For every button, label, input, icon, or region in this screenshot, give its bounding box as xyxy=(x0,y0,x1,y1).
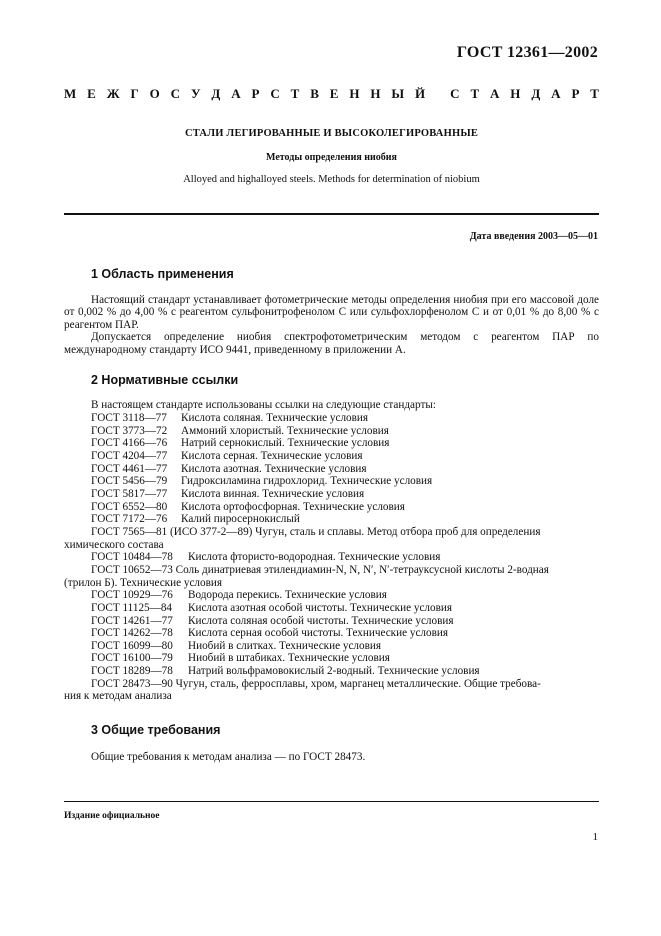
footer-divider xyxy=(64,801,599,802)
document-number: ГОСТ 12361—2002 xyxy=(456,44,598,61)
reference-code: ГОСТ 18289—78 xyxy=(91,665,173,678)
banner-letter: Р xyxy=(251,86,260,101)
reference-code: ГОСТ 11125—84 xyxy=(91,601,173,614)
reference-item xyxy=(64,627,599,640)
reference-item xyxy=(64,437,599,450)
references-intro: В настоящем стандарте использованы ссылки на следующие стандарты: xyxy=(91,399,436,411)
reference-item xyxy=(64,450,599,463)
banner-letter: Г xyxy=(130,86,139,101)
banner-letter: Д xyxy=(211,86,221,101)
section-3-body: Общие требования к методам анализа — по ГОСТ 28473. xyxy=(91,751,366,763)
reference-code: ГОСТ 7172—76 xyxy=(91,513,168,526)
reference-name: Гидроксиламина гидрохлорид. Технические условия xyxy=(181,475,433,488)
reference-name: Кислота серная. Технические условия xyxy=(181,449,363,462)
reference-code: ГОСТ 5817—77 xyxy=(91,487,168,500)
reference-item-wrapped-line2: ния к методам анализа xyxy=(64,690,172,703)
section-2-heading: 2 Нормативные ссылки xyxy=(91,373,239,387)
reference-item xyxy=(64,475,599,488)
banner-letter: С xyxy=(450,86,460,101)
banner-letter: Е xyxy=(329,86,339,101)
banner-letter: Ы xyxy=(391,86,405,101)
reference-name: Кислота соляная особой чистоты. Технические условия xyxy=(188,614,454,627)
banner-letter: С xyxy=(170,86,181,101)
reference-code: ГОСТ 4204—77 xyxy=(91,449,168,462)
reference-item xyxy=(64,513,599,526)
section-3-heading: 3 Общие требования xyxy=(91,723,221,737)
banner-letter: Е xyxy=(87,86,96,101)
banner-letter: М xyxy=(64,86,77,101)
reference-name: Ниобий в штабиках. Технические условия xyxy=(188,652,390,665)
banner-letter: Д xyxy=(531,86,541,101)
reference-name: Водорода перекись. Технические условия xyxy=(188,589,387,602)
reference-name: Натрий сернокислый. Технические условия xyxy=(181,437,390,450)
page-number: 1 xyxy=(592,831,598,843)
reference-code: ГОСТ 14262—78 xyxy=(91,627,173,640)
reference-name: Ниобий в слитках. Технические условия xyxy=(188,639,382,652)
reference-name: Кислота ортофосфорная. Технические условия xyxy=(181,500,405,513)
reference-item xyxy=(64,425,599,438)
reference-code: ГОСТ 14261—77 xyxy=(91,614,173,627)
reference-name: Кислота винная. Технические условия xyxy=(181,487,365,500)
reference-name: Натрий вольфрамовокислый 2-водный. Технические условия xyxy=(188,665,480,678)
banner-letter: А xyxy=(490,86,500,101)
banner-letter: С xyxy=(270,86,280,101)
reference-text: ГОСТ 28473—90 Чугун, сталь, ферросплавы, хром, марганец металлические. Общие требова- xyxy=(91,677,541,690)
reference-code: ГОСТ 4166—76 xyxy=(91,437,168,450)
references-list xyxy=(64,412,599,703)
introduction-date: Дата введения 2003—05—01 xyxy=(469,231,598,242)
banner-letter: Й xyxy=(415,86,426,101)
reference-code: ГОСТ 16099—80 xyxy=(91,639,173,652)
banner-letter: Н xyxy=(370,86,381,101)
reference-item xyxy=(64,589,599,602)
reference-name: Калий пиросернокислый xyxy=(181,513,300,526)
reference-item xyxy=(64,602,599,615)
banner-letter: У xyxy=(190,86,201,101)
banner-letter: В xyxy=(310,86,319,101)
section-1-paragraph: Допускается определение ниобия спектрофотометрическим методом с реагентом ПАР по международному стандарту ИСО 9441, приведенному в приложении А. xyxy=(64,331,599,356)
banner-letter: Р xyxy=(571,86,580,101)
banner-letter: Т xyxy=(470,86,480,101)
banner-space xyxy=(436,86,439,102)
reference-item xyxy=(64,412,599,425)
document-title: СТАЛИ ЛЕГИРОВАННЫЕ И ВЫСОКОЛЕГИРОВАННЫЕ xyxy=(184,128,479,139)
banner-letter: Ж xyxy=(106,86,120,101)
reference-code: ГОСТ 16100—79 xyxy=(91,652,173,665)
reference-item xyxy=(64,665,599,678)
title-divider xyxy=(64,213,599,215)
reference-code: ГОСТ 10929—76 xyxy=(91,589,173,602)
banner-letter: О xyxy=(149,86,160,101)
reference-item xyxy=(64,501,599,514)
official-edition-label: Издание официальное xyxy=(64,811,160,821)
reference-item xyxy=(64,551,599,564)
reference-item-wrapped-line1 xyxy=(64,678,599,691)
reference-item xyxy=(64,463,599,476)
reference-item xyxy=(64,488,599,501)
reference-name: Аммоний хлористый. Технические условия xyxy=(181,424,389,437)
reference-code: ГОСТ 3773—72 xyxy=(91,424,168,437)
reference-item-wrapped-line1 xyxy=(64,526,599,539)
section-1-body xyxy=(64,294,599,356)
reference-name: Кислота азотная. Технические условия xyxy=(181,462,367,475)
banner-letter: А xyxy=(231,86,241,101)
banner-letter: Т xyxy=(290,86,300,101)
document-title-english: Alloyed and highalloyed steels. Methods for determination of niobium xyxy=(183,174,480,185)
reference-item-wrapped-line1 xyxy=(64,564,599,577)
reference-name: Кислота соляная. Технические условия xyxy=(181,412,369,424)
banner-letter: Т xyxy=(590,86,599,101)
reference-item xyxy=(64,652,599,665)
document-subtitle: Методы определения ниобия xyxy=(266,152,397,163)
banner-letter: А xyxy=(551,86,561,101)
reference-item-wrapped-line2: (трилон Б). Технические условия xyxy=(64,576,223,589)
reference-text: ГОСТ 10652—73 Соль динатриевая этилендиамин-N, N, N′, N′-тетрауксусной кислоты 2-водная xyxy=(91,563,549,576)
section-1-heading: 1 Область применения xyxy=(91,267,234,281)
section-1-paragraph: Настоящий стандарт устанавливает фотометрические методы определения ниобия при его массовой доле от 0,002 % до 4,00 % с реагентом сульфонитрофенолом С или сульфохлорфенолом С и от 0,01 % до 8,00 % с реагентом ПАР. xyxy=(64,294,599,331)
reference-text: ГОСТ 7565—81 (ИСО 377-2—89) Чугун, сталь и сплавы. Метод отбора проб для определения xyxy=(91,525,541,538)
reference-code: ГОСТ 4461—77 xyxy=(91,462,168,475)
reference-item-wrapped-line2: химического состава xyxy=(64,538,164,551)
reference-code: ГОСТ 5456—79 xyxy=(91,475,168,488)
reference-item xyxy=(64,640,599,653)
reference-code: ГОСТ 10484—78 xyxy=(91,551,173,564)
reference-name: Кислота серная особой чистоты. Технические условия xyxy=(188,627,449,640)
banner-letter: Н xyxy=(510,86,521,101)
reference-code: ГОСТ 3118—77 xyxy=(91,412,167,424)
interstate-standard-banner xyxy=(64,86,599,102)
reference-code: ГОСТ 6552—80 xyxy=(91,500,168,513)
reference-name: Кислота азотная особой чистоты. Технические условия xyxy=(188,601,453,614)
reference-name: Кислота фтористо-водородная. Технические условия xyxy=(188,551,441,564)
banner-letter: Н xyxy=(349,86,360,101)
reference-item xyxy=(64,615,599,628)
